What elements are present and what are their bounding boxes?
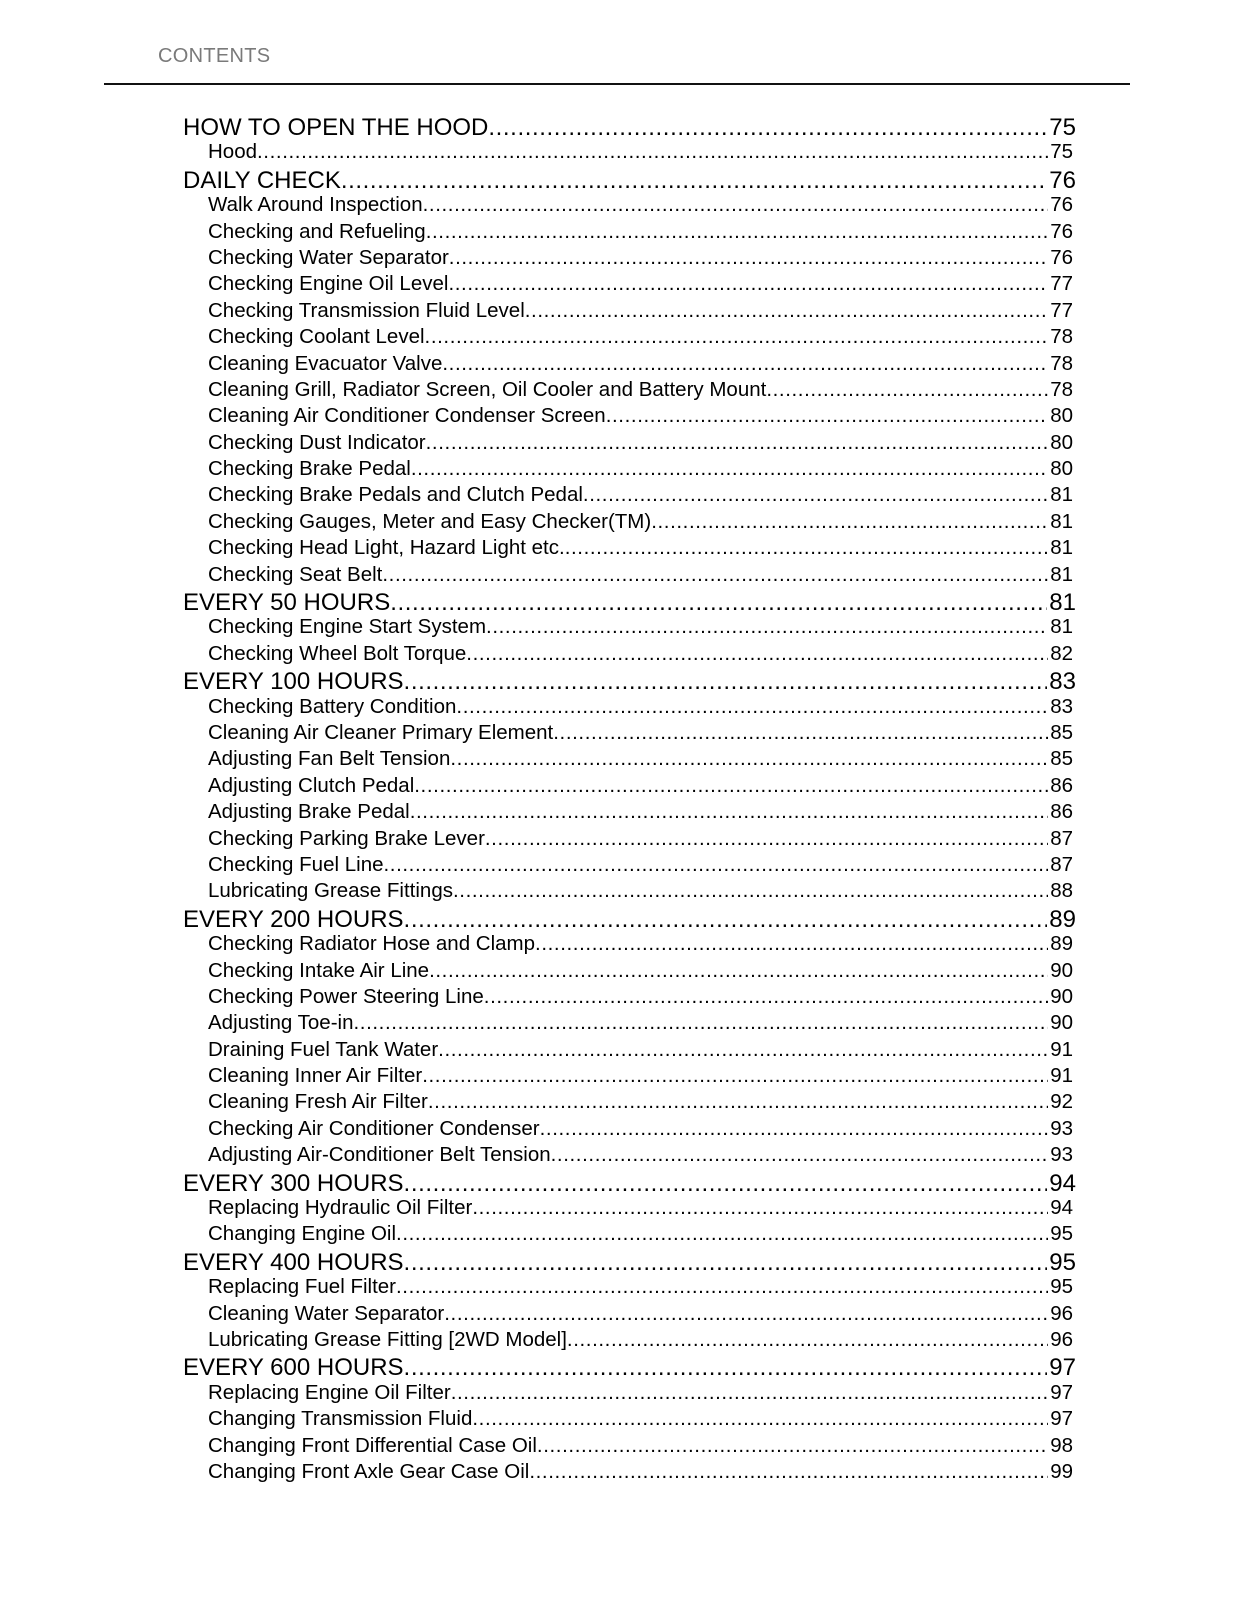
- toc-subsection-entry[interactable]: [183, 352, 1076, 378]
- toc-subsection-entry[interactable]: [183, 774, 1076, 800]
- toc-subsection-entry[interactable]: [183, 272, 1076, 298]
- toc-entry-title: Changing Front Differential Case Oil: [208, 1433, 537, 1457]
- toc-dot-leader: [540, 1117, 1049, 1141]
- toc-entry-title: Checking and Refueling: [208, 219, 426, 243]
- toc-page-number: 88: [1050, 879, 1073, 903]
- toc-entry-title: Checking Battery Condition: [208, 694, 457, 718]
- toc-dot-leader: [384, 853, 1049, 877]
- toc-section-entry[interactable]: [183, 1170, 1076, 1196]
- toc-subsection-entry[interactable]: [183, 695, 1076, 721]
- toc-entry-title: Adjusting Toe-in: [208, 1011, 354, 1035]
- toc-page-number: 98: [1050, 1433, 1073, 1457]
- toc-page-number: 86: [1050, 773, 1073, 797]
- toc-dot-leader: [426, 431, 1049, 455]
- toc-dot-leader: [472, 1196, 1048, 1220]
- toc-page-number: 77: [1050, 298, 1073, 322]
- toc-entry-title: EVERY 200 HOURS: [183, 905, 404, 933]
- toc-entry-title: Changing Front Axle Gear Case Oil: [208, 1459, 530, 1483]
- toc-subsection-entry[interactable]: [183, 1222, 1076, 1248]
- toc-dot-leader: [354, 1011, 1049, 1035]
- toc-entry-title: Lubricating Grease Fittings: [208, 879, 453, 903]
- toc-entry-title: Cleaning Evacuator Valve: [208, 351, 443, 375]
- toc-dot-leader: [396, 1222, 1048, 1246]
- toc-subsection-entry[interactable]: [183, 1196, 1076, 1222]
- toc-dot-leader: [766, 378, 1048, 402]
- toc-subsection-entry[interactable]: [183, 1302, 1076, 1328]
- toc-page-number: 90: [1050, 984, 1073, 1008]
- toc-subsection-entry[interactable]: [183, 747, 1076, 773]
- toc-subsection-entry[interactable]: [183, 563, 1076, 589]
- toc-subsection-entry[interactable]: [183, 853, 1076, 879]
- toc-subsection-entry[interactable]: [183, 536, 1076, 562]
- toc-entry-title: Checking Brake Pedals and Clutch Pedal: [208, 483, 583, 507]
- toc-subsection-entry[interactable]: [183, 1275, 1076, 1301]
- toc-dot-leader: [484, 985, 1048, 1009]
- toc-page-number: 81: [1050, 536, 1073, 560]
- toc-dot-leader: [257, 140, 1048, 164]
- toc-subsection-entry[interactable]: [183, 985, 1076, 1011]
- toc-subsection-entry[interactable]: [183, 378, 1076, 404]
- toc-page-number: 85: [1050, 747, 1073, 771]
- toc-subsection-entry[interactable]: [183, 932, 1076, 958]
- toc-dot-leader: [426, 220, 1049, 244]
- toc-subsection-entry[interactable]: [183, 140, 1076, 166]
- toc-page-number: 92: [1050, 1090, 1073, 1114]
- toc-page-number: 97: [1049, 1354, 1076, 1381]
- toc-entry-title: Replacing Engine Oil Filter: [208, 1380, 451, 1404]
- toc-entry-title: Checking Gauges, Meter and Easy Checker(TM): [208, 509, 652, 533]
- toc-page-number: 91: [1050, 1064, 1073, 1088]
- toc-dot-leader: [537, 1434, 1048, 1458]
- header-rule: [104, 83, 1130, 85]
- toc-entry-title: Adjusting Clutch Pedal: [208, 773, 415, 797]
- toc-page-number: 76: [1049, 166, 1076, 194]
- toc-page-number: 89: [1049, 905, 1076, 933]
- toc-dot-leader: [442, 352, 1048, 376]
- toc-entry-title: Draining Fuel Tank Water: [208, 1037, 439, 1061]
- toc-subsection-entry[interactable]: [183, 1328, 1076, 1354]
- toc-dot-leader: [390, 589, 1047, 615]
- toc-page-number: 90: [1050, 1011, 1073, 1035]
- toc-dot-leader: [449, 246, 1048, 270]
- toc-subsection-entry[interactable]: [183, 1038, 1076, 1064]
- toc-page-number: 94: [1050, 1196, 1073, 1220]
- toc-subsection-entry[interactable]: [183, 1143, 1076, 1169]
- toc-page-number: 76: [1050, 219, 1073, 243]
- toc-entry-title: EVERY 50 HOURS: [183, 589, 391, 616]
- toc-dot-leader: [396, 1275, 1048, 1299]
- toc-entry-title: EVERY 600 HOURS: [183, 1354, 404, 1381]
- toc-dot-leader: [448, 272, 1048, 296]
- toc-dot-leader: [404, 668, 1048, 694]
- toc-subsection-entry[interactable]: [183, 1064, 1076, 1090]
- toc-subsection-entry[interactable]: [183, 1090, 1076, 1116]
- toc-page-number: 87: [1050, 852, 1073, 876]
- toc-subsection-entry[interactable]: [183, 1407, 1076, 1433]
- toc-entry-title: Walk Around Inspection: [208, 193, 423, 217]
- toc-dot-leader: [423, 193, 1049, 217]
- toc-subsection-entry[interactable]: [183, 1381, 1076, 1407]
- toc-entry-title: Checking Coolant Level: [208, 325, 425, 349]
- toc-page-number: 96: [1050, 1327, 1073, 1351]
- toc-entry-title: Checking Fuel Line: [208, 852, 384, 876]
- toc-subsection-entry[interactable]: [183, 800, 1076, 826]
- toc-dot-leader: [404, 1354, 1048, 1380]
- toc-page-number: 78: [1050, 325, 1073, 349]
- toc-page-number: 80: [1050, 404, 1073, 428]
- toc-page-number: 97: [1050, 1407, 1073, 1431]
- toc-dot-leader: [425, 325, 1049, 349]
- toc-page-number: 94: [1049, 1169, 1076, 1197]
- toc-dot-leader: [567, 1328, 1048, 1352]
- toc-entry-title: EVERY 300 HOURS: [183, 1169, 404, 1197]
- toc-dot-leader: [606, 404, 1048, 428]
- toc-entry-title: Cleaning Water Separator: [208, 1301, 445, 1325]
- toc-dot-leader: [404, 1170, 1048, 1196]
- toc-page-number: 76: [1050, 193, 1073, 217]
- toc-dot-leader: [651, 510, 1048, 534]
- toc-entry-title: Adjusting Fan Belt Tension: [208, 747, 451, 771]
- toc-entry-title: Checking Engine Oil Level: [208, 272, 449, 296]
- toc-subsection-entry[interactable]: [183, 510, 1076, 536]
- toc-subsection-entry[interactable]: [183, 879, 1076, 905]
- toc-dot-leader: [535, 932, 1048, 956]
- toc-subsection-entry[interactable]: [183, 959, 1076, 985]
- toc-dot-leader: [428, 1090, 1048, 1114]
- toc-dot-leader: [341, 167, 1047, 193]
- running-header: CONTENTS: [158, 45, 271, 67]
- toc-section-entry[interactable]: [183, 906, 1076, 932]
- toc-page-number: 81: [1050, 509, 1073, 533]
- toc-page-number: 78: [1050, 351, 1073, 375]
- toc-dot-leader: [382, 563, 1048, 587]
- toc-entry-title: Replacing Fuel Filter: [208, 1275, 396, 1299]
- toc-dot-leader: [404, 1249, 1048, 1275]
- toc-entry-title: Checking Parking Brake Lever: [208, 826, 485, 850]
- toc-page-number: 95: [1050, 1222, 1073, 1246]
- toc-entry-title: Checking Water Separator: [208, 245, 449, 269]
- toc-dot-leader: [488, 114, 1047, 140]
- toc-page-number: 87: [1050, 826, 1073, 850]
- toc-page-number: 75: [1049, 114, 1076, 141]
- toc-page-number: 81: [1049, 589, 1076, 616]
- toc-page-number: 96: [1050, 1301, 1073, 1325]
- toc-subsection-entry[interactable]: [183, 299, 1076, 325]
- toc-dot-leader: [411, 457, 1048, 481]
- toc-entry-title: Checking Radiator Hose and Clamp: [208, 932, 536, 956]
- toc-subsection-entry[interactable]: [183, 1117, 1076, 1143]
- toc-subsection-entry[interactable]: [183, 220, 1076, 246]
- toc-page-number: 75: [1050, 140, 1073, 164]
- toc-dot-leader: [551, 1143, 1049, 1167]
- toc-dot-leader: [453, 879, 1048, 903]
- table-of-contents: [183, 114, 1076, 1486]
- toc-entry-title: Cleaning Fresh Air Filter: [208, 1090, 428, 1114]
- toc-entry-title: EVERY 100 HOURS: [183, 668, 404, 695]
- toc-subsection-entry[interactable]: [183, 431, 1076, 457]
- toc-dot-leader: [410, 800, 1048, 824]
- toc-page-number: 83: [1049, 668, 1076, 695]
- toc-dot-leader: [466, 642, 1048, 666]
- toc-subsection-entry[interactable]: [183, 246, 1076, 272]
- toc-dot-leader: [404, 906, 1048, 932]
- toc-dot-leader: [451, 1381, 1048, 1405]
- toc-section-entry[interactable]: [183, 1354, 1076, 1380]
- toc-page-number: 81: [1050, 562, 1073, 586]
- toc-entry-title: Hood: [208, 140, 258, 164]
- toc-entry-title: Adjusting Brake Pedal: [208, 800, 410, 824]
- toc-page-number: 85: [1050, 720, 1073, 744]
- toc-dot-leader: [525, 299, 1048, 323]
- toc-entry-title: Checking Dust Indicator: [208, 430, 426, 454]
- toc-entry-title: Checking Seat Belt: [208, 562, 383, 586]
- toc-dot-leader: [472, 1407, 1048, 1431]
- toc-subsection-entry[interactable]: [183, 721, 1076, 747]
- toc-entry-title: Changing Transmission Fluid: [208, 1407, 473, 1431]
- toc-section-entry[interactable]: [183, 114, 1076, 140]
- toc-subsection-entry[interactable]: [183, 827, 1076, 853]
- toc-section-entry[interactable]: [183, 589, 1076, 615]
- toc-dot-leader: [456, 695, 1048, 719]
- toc-subsection-entry[interactable]: [183, 404, 1076, 430]
- toc-page-number: 99: [1050, 1459, 1073, 1483]
- toc-dot-leader: [529, 1460, 1048, 1484]
- toc-page-number: 86: [1050, 800, 1073, 824]
- toc-page-number: 83: [1050, 694, 1073, 718]
- toc-page-number: 81: [1050, 615, 1073, 639]
- toc-section-entry[interactable]: [183, 668, 1076, 694]
- toc-page-number: 82: [1050, 641, 1073, 665]
- toc-entry-title: Adjusting Air-Conditioner Belt Tension: [208, 1143, 551, 1167]
- toc-page-number: 95: [1050, 1275, 1073, 1299]
- toc-entry-title: Lubricating Grease Fitting [2WD Model]: [208, 1327, 567, 1351]
- toc-page-number: 90: [1050, 958, 1073, 982]
- toc-section-entry[interactable]: [183, 1249, 1076, 1275]
- toc-page-number: 76: [1050, 245, 1073, 269]
- toc-subsection-entry[interactable]: [183, 1434, 1076, 1460]
- toc-entry-title: EVERY 400 HOURS: [183, 1248, 404, 1276]
- toc-dot-leader: [444, 1302, 1048, 1326]
- toc-dot-leader: [486, 615, 1048, 639]
- toc-entry-title: Cleaning Air Cleaner Primary Element: [208, 720, 554, 744]
- toc-subsection-entry[interactable]: [183, 457, 1076, 483]
- toc-page-number: 93: [1050, 1116, 1073, 1140]
- toc-entry-title: Checking Intake Air Line: [208, 958, 430, 982]
- toc-entry-title: Checking Head Light, Hazard Light etc.: [208, 536, 565, 560]
- toc-page-number: 95: [1049, 1248, 1076, 1276]
- toc-dot-leader: [485, 827, 1048, 851]
- toc-page-number: 97: [1050, 1380, 1073, 1404]
- toc-entry-title: Checking Wheel Bolt Torque: [208, 641, 467, 665]
- toc-dot-leader: [438, 1038, 1048, 1062]
- toc-subsection-entry[interactable]: [183, 1011, 1076, 1037]
- toc-dot-leader: [414, 774, 1048, 798]
- toc-entry-title: Cleaning Air Conditioner Condenser Screen: [208, 404, 606, 428]
- toc-page-number: 80: [1050, 457, 1073, 481]
- toc-dot-leader: [429, 959, 1048, 983]
- toc-entry-title: Checking Brake Pedal: [208, 457, 411, 481]
- toc-section-entry[interactable]: [183, 167, 1076, 193]
- toc-entry-title: Checking Engine Start System: [208, 615, 487, 639]
- toc-entry-title: Checking Transmission Fluid Level: [208, 298, 525, 322]
- toc-subsection-entry[interactable]: [183, 193, 1076, 219]
- toc-dot-leader: [565, 536, 1049, 560]
- toc-entry-title: Cleaning Grill, Radiator Screen, Oil Cooler and Battery Mount: [208, 377, 767, 401]
- toc-entry-title: Replacing Hydraulic Oil Filter: [208, 1196, 473, 1220]
- toc-page-number: 81: [1050, 483, 1073, 507]
- toc-entry-title: HOW TO OPEN THE HOOD: [183, 114, 489, 141]
- toc-subsection-entry[interactable]: [183, 615, 1076, 641]
- toc-entry-title: Changing Engine Oil: [208, 1222, 397, 1246]
- toc-page-number: 93: [1050, 1143, 1073, 1167]
- toc-dot-leader: [553, 721, 1048, 745]
- toc-page-number: 77: [1050, 272, 1073, 296]
- toc-page-number: 80: [1050, 430, 1073, 454]
- toc-subsection-entry[interactable]: [183, 642, 1076, 668]
- toc-page-number: 89: [1050, 932, 1073, 956]
- toc-entry-title: Checking Air Conditioner Condenser: [208, 1116, 540, 1140]
- toc-page-number: 91: [1050, 1037, 1073, 1061]
- toc-subsection-entry[interactable]: [183, 483, 1076, 509]
- toc-dot-leader: [422, 1064, 1048, 1088]
- toc-dot-leader: [450, 747, 1048, 771]
- toc-entry-title: Checking Power Steering Line: [208, 984, 484, 1008]
- toc-dot-leader: [583, 483, 1048, 507]
- toc-entry-title: DAILY CHECK: [183, 166, 341, 194]
- toc-subsection-entry[interactable]: [183, 325, 1076, 351]
- toc-subsection-entry[interactable]: [183, 1460, 1076, 1486]
- toc-page-number: 78: [1050, 377, 1073, 401]
- toc-entry-title: Cleaning Inner Air Filter: [208, 1064, 423, 1088]
